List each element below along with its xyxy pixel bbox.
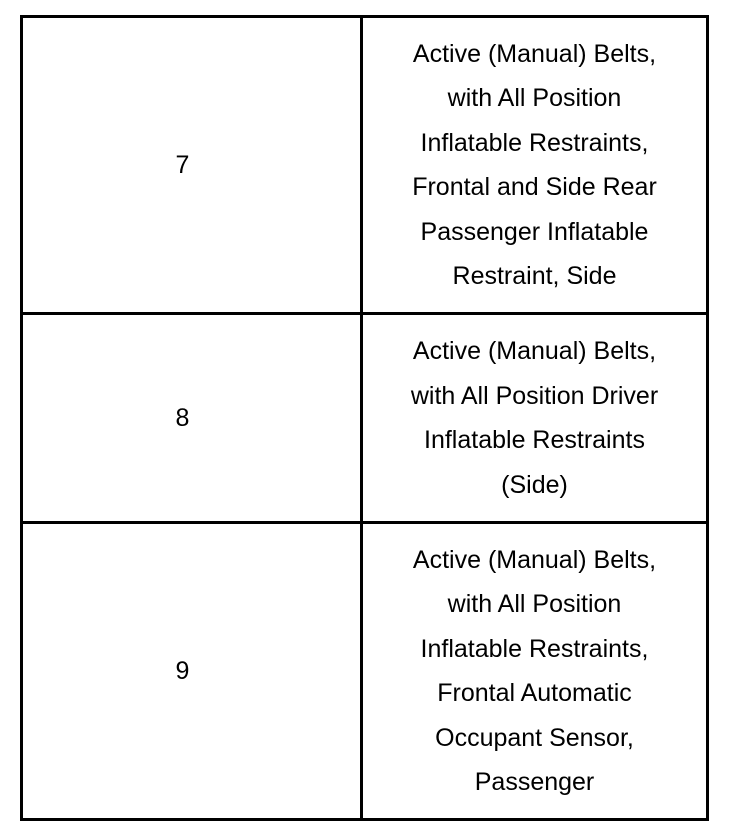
restraint-table bbox=[20, 15, 709, 821]
description-line: Active (Manual) Belts, bbox=[412, 39, 657, 68]
row-number: 9 bbox=[22, 523, 362, 820]
row-description bbox=[362, 314, 708, 523]
row-number: 7 bbox=[22, 17, 362, 314]
description-line: Passenger Inflatable bbox=[420, 217, 649, 246]
description-line: Active (Manual) Belts, bbox=[412, 337, 657, 365]
table-row bbox=[22, 17, 708, 314]
description-line: with All Position bbox=[447, 590, 622, 618]
description-line: Inflatable Restraints bbox=[424, 426, 645, 454]
description-line: Restraint, Side bbox=[452, 262, 617, 290]
row-number: 8 bbox=[22, 314, 362, 523]
description-line: Frontal and Side Rear bbox=[412, 173, 657, 201]
row-description bbox=[362, 523, 708, 820]
table-row bbox=[22, 523, 708, 820]
description-line: Frontal Automatic bbox=[437, 679, 632, 707]
description-line: (Side) bbox=[501, 470, 568, 499]
description-line: Inflatable Restraints, bbox=[420, 128, 649, 157]
description-line: with All Position Driver bbox=[410, 381, 659, 410]
description-line: Occupant Sensor, bbox=[435, 723, 634, 752]
table-row bbox=[22, 314, 708, 523]
description-line: Inflatable Restraints, bbox=[420, 634, 649, 663]
description-line: with All Position bbox=[447, 84, 622, 112]
description-line: Active (Manual) Belts, bbox=[412, 545, 657, 574]
description-line: Passenger bbox=[474, 768, 595, 796]
row-description bbox=[362, 17, 708, 314]
